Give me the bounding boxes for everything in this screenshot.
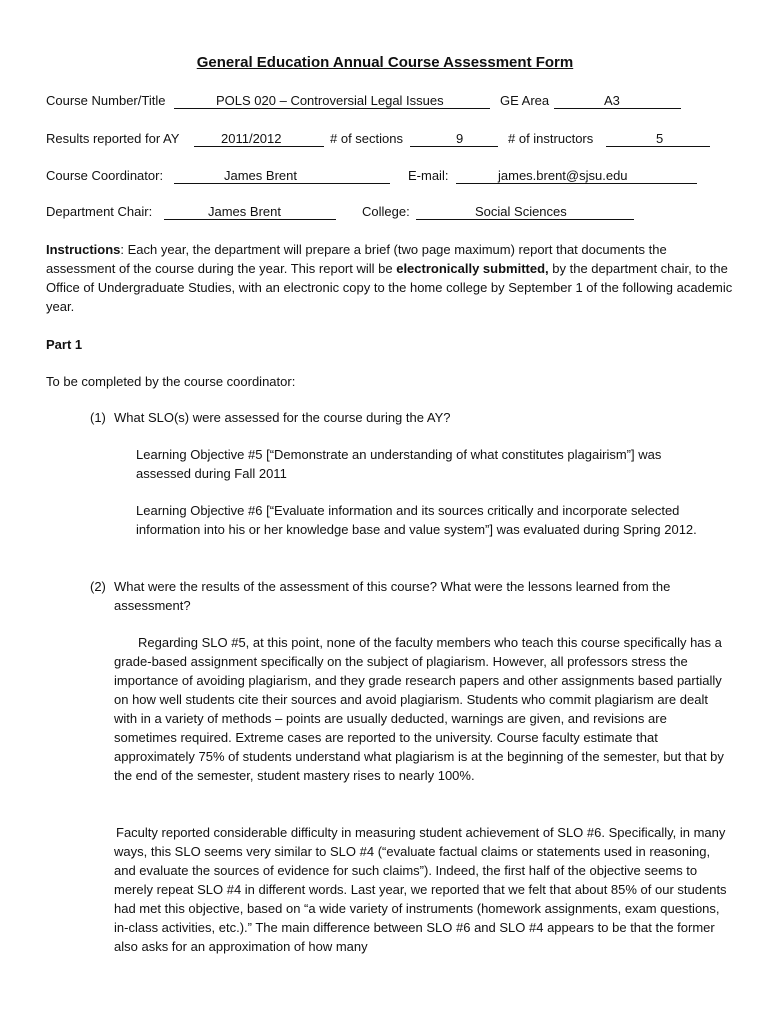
chair-label: Department Chair: xyxy=(46,204,153,219)
question-2-text: What were the results of the assessment of this course? What were the lessons learned from the assessment? xyxy=(114,579,671,613)
college-value: Social Sciences xyxy=(475,204,567,219)
college-label: College: xyxy=(362,204,410,219)
coordinator-label: Course Coordinator: xyxy=(46,168,164,183)
coordinator-value: James Brent xyxy=(224,168,297,183)
instructions-text-b: by the department chair, to the Office of Undergraduate Studies, with an electronic copy to the home college by September 1 of the following academic year. xyxy=(46,261,733,314)
email-value: james.brent@sjsu.edu xyxy=(498,168,628,183)
question-2-number: (2) xyxy=(90,579,106,594)
question-2 xyxy=(90,577,730,615)
sections-label: # of sections xyxy=(330,131,403,146)
instructors-value: 5 xyxy=(656,131,664,146)
instructions-bold: electronically submitted, xyxy=(396,261,549,276)
ay-row xyxy=(46,131,736,151)
coordinator-row xyxy=(46,168,736,188)
q2-answer-1: Regarding SLO #5, at this point, none of the faculty members who teach this course specifically has a grade-based assignment specifically on the subject of plagiarism. However, all professors stress the importance of avoiding plagiarism, and they grade research papers and other assignments based partially on how well students cite their sources and avoid plagiarism. Students who commit plagiarism are dealt with in a variety of methods – points are usually deducted, warnings are given, and revisions are sometimes required. Extreme cases are reported to the university. Course faculty estimate that approximately 75% of students understand what plagiarism is at the beginning of the semester, but that by the end of the semester, student mastery rises to nearly 100%. xyxy=(114,635,724,783)
ay-value: 2011/2012 xyxy=(221,131,282,146)
email-label: E-mail: xyxy=(408,168,449,183)
question-1 xyxy=(90,408,730,427)
course-label: Course Number/Title xyxy=(46,93,166,108)
sections-value: 9 xyxy=(456,131,464,146)
course-row xyxy=(46,93,736,113)
instructions-paragraph xyxy=(46,240,736,316)
ge-area-value: A3 xyxy=(604,93,620,108)
ge-area-label: GE Area xyxy=(500,93,550,108)
chair-row xyxy=(46,204,736,224)
ay-label: Results reported for AY xyxy=(46,131,180,146)
course-value: POLS 020 – Controversial Legal Issues xyxy=(216,93,444,108)
instructions-text-a: : Each year, the department will prepare a brief (two page maximum) report that documents the assessment of the course during the year. This report will be xyxy=(46,242,667,276)
q2-answer-2: Faculty reported considerable difficulty in measuring student achievement of SLO #6. Specifically, in many ways, this SLO seems very similar to SLO #4 (“evaluate factual claims or statements used in reasoning, and evaluate the sources of evidence for such claims”). Indeed, the first half of the objective seems to merely repeat SLO #4 in different words. Last year, we reported that we felt that about 85% of our students had met this objective, based on “a wide variety of instruments (homework assignments, exam questions, in-class activities, etc.).” The main difference between SLO #6 and SLO #4 appears to be that the former also asks for an approximation of how many xyxy=(114,825,727,954)
question-1-text: What SLO(s) were assessed for the course during the AY? xyxy=(114,410,451,425)
instructions-label: Instructions xyxy=(46,242,121,257)
part1-intro: To be completed by the course coordinator: xyxy=(46,374,296,389)
part1-heading: Part 1 xyxy=(46,337,83,352)
q1-answer-1: Learning Objective #5 [“Demonstrate an understanding of what constitutes plagairism”] was assessed during Fall 2011 xyxy=(136,447,662,481)
q1-answer-2: Learning Objective #6 [“Evaluate information and its sources critically and incorporate selected information into his or her knowledge base and value system”] was evaluated during Spring 2012. xyxy=(136,503,697,537)
form-title: General Education Annual Course Assessment Form xyxy=(196,54,574,71)
question-1-number: (1) xyxy=(90,410,106,425)
instructors-label: # of instructors xyxy=(508,131,594,146)
chair-value: James Brent xyxy=(208,204,281,219)
